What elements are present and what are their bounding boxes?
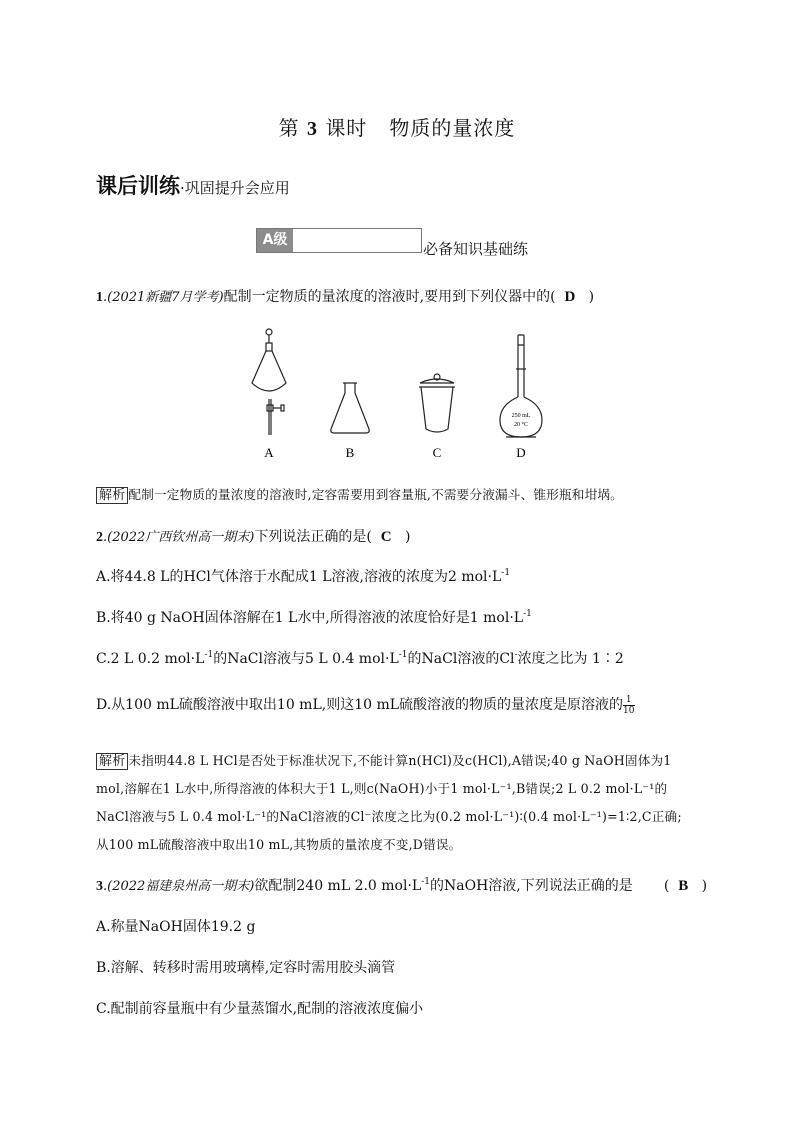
figure-label-c: C xyxy=(432,445,442,460)
flask-temp-text: 20 °C xyxy=(514,422,528,428)
question-2-option-b: B.将40 g NaOH固体溶解在1 L水中,所得溶液的浓度恰好是1 $mol\cdot L^{-1}$ xyxy=(96,609,532,626)
level-text: 必备知识基础练 xyxy=(423,240,529,258)
question-3-stem: 3.(2022福建泉州高一期末)欲配制240 mL 2.0 $mol\cdot L^{-1}$的NaOH溶液,下列说法正确的是 ( B ) xyxy=(96,877,708,894)
level-tag: A级 xyxy=(257,229,293,252)
question-2-explanation-line-2: mol,溶解在1 L水中,所得溶液的体积大于1 L,则c(NaOH)小于1 mol·L⁻¹,B错误;2 L 0.2 mol·L⁻¹的 xyxy=(96,781,668,796)
question-2-stem: 2.(2022广西钦州高一期末)下列说法正确的是( C ) xyxy=(96,529,411,545)
figure-label-d: D xyxy=(516,445,526,460)
section-heading: 课后训练·巩固提升会应用 xyxy=(96,174,290,198)
figure-label-b: B xyxy=(345,445,355,460)
fraction: $\frac{1}{10}$ xyxy=(623,694,635,716)
question-2-explanation-line-3: NaCl溶液与5 L 0.4 mol·L⁻¹的NaCl溶液的Cl⁻浓度之比为(0.2 mol·L⁻¹)∶(0.4 mol·L⁻¹)=1∶2,C正确; xyxy=(96,809,682,824)
question-3-option-a: A.称量NaOH固体19.2 g xyxy=(96,919,256,935)
explanation-tag: 解析 xyxy=(96,487,128,504)
question-2-explanation-line-1: 解析 未指明44.8 L HCl是否处于标准状况下,不能计算n(HCl)及c(HCl),A错误;40 g NaOH固体为1 xyxy=(96,750,672,770)
question-1-explanation: 解析 配制一定物质的量浓度的溶液时,定容需要用到容量瓶,不需要分液漏斗、锥形瓶和坩埚。 xyxy=(96,484,623,504)
separatory-funnel-icon xyxy=(252,329,286,435)
lesson-title: 第 3 课时 物质的量浓度 xyxy=(278,116,516,140)
question-1-stem: 1.(2021新疆7月学考)配制一定物质的量浓度的溶液时,要用到下列仪器中的( D ) xyxy=(96,289,595,305)
apparatus-figure xyxy=(230,325,560,465)
level-bar xyxy=(256,228,422,253)
question-3-option-b: B.溶解、转移时需用玻璃棒,定容时需用胶头滴管 xyxy=(96,960,396,976)
question-2-option-c: C.2 L 0.2 $mol\cdot L^{-1}$的NaCl溶液与5 L 0.4 $mol\cdot L^{-1}$的NaCl溶液的Cl-浓度之比为 1∶2 xyxy=(96,650,624,667)
crucible-icon xyxy=(419,374,455,432)
conical-flask-icon xyxy=(331,383,369,433)
question-2-option-d: D.从100 mL硫酸溶液中取出10 mL,则这10 mL硫酸溶液的物质的量浓度是原溶液的 $\frac{1}{10}$ xyxy=(96,694,635,716)
explanation-tag: 解析 xyxy=(96,753,128,770)
question-2-option-a: A.将44.8 L的HCl气体溶于水配成1 L溶液,溶液的浓度为2 $mol\cdot L^{-1}$ xyxy=(96,568,511,585)
flask-volume-text: 250 mL xyxy=(511,413,531,419)
figure-label-a: A xyxy=(264,445,274,460)
question-2-explanation-line-4: 从100 mL硫酸溶液中取出10 mL,其物质的量浓度不变,D错误。 xyxy=(96,837,462,852)
question-3-option-c: C.配制前容量瓶中有少量蒸馏水,配制的溶液浓度偏小 xyxy=(96,1001,424,1017)
